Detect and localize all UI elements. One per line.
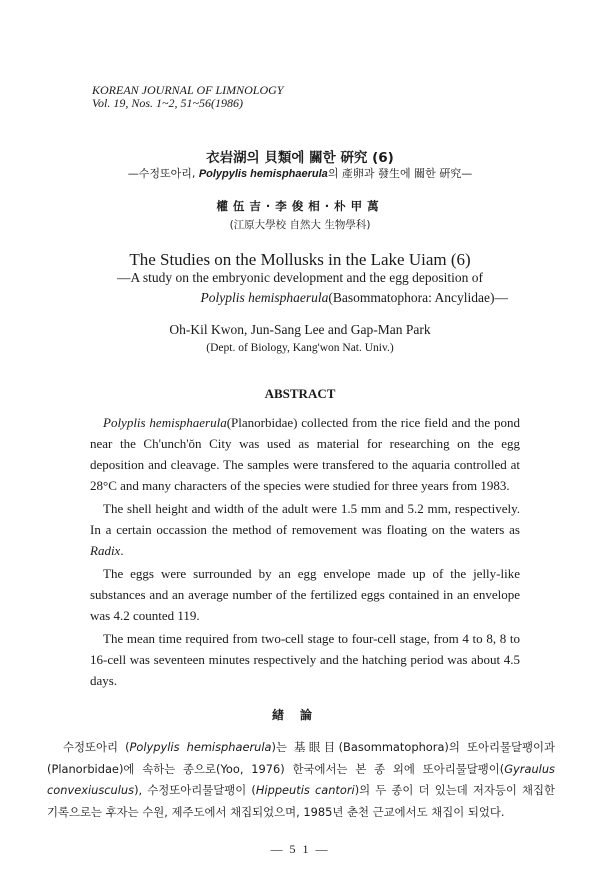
korean-subtitle: [0, 165, 600, 181]
abstract-paragraph-4: The mean time required from two-cell stage to four-cell stage, from 4 to 8, 8 to 16-cell was seventeen minutes respectively and the hatching period was about 4.5 days.: [90, 631, 520, 688]
journal-info: [92, 84, 283, 110]
intro-text-2: )는 基眼目(Basommatophora)의 또아리물달팽이과 (Planorbidae)에 속하는 종으로(Yoo, 1976) 한국에서는 본 종 외에 또아리물달팽이(: [47, 740, 555, 776]
abstract-paragraph-1-text: (Planorbidae) collected from the rice field and the pond near the Ch'unch'ŏn City was used as material for researching on the egg deposition and cleavage. The samples were transfered to the aquaria controlled at 28°C and many characters of the species were studied for three years from 1983.: [90, 415, 520, 493]
korean-subtitle-suffix: 의 產卵과 發生에 關한 硏究—: [327, 167, 473, 180]
abstract-genus: Radix: [90, 543, 121, 558]
introduction-paragraph: [47, 737, 555, 823]
page-number: — 5 1 —: [270, 842, 330, 856]
abstract-body: [90, 412, 520, 693]
english-subtitle-rest: (Basommatophora: Ancylidae)—: [328, 290, 508, 305]
introduction-heading: 緖論: [271, 708, 328, 722]
intro-species-1: Polypylis hemisphaerula: [129, 740, 272, 754]
journal-name: KOREAN JOURNAL OF LIMNOLOGY: [92, 83, 284, 97]
intro-text-1: 수정또아리 (: [63, 740, 130, 754]
korean-subtitle-prefix: —수정또아리,: [127, 167, 199, 180]
korean-authors: 權伍吉·李俊相·朴甲萬: [216, 199, 384, 213]
abstract-species: Polyplis hemisphaerula: [103, 415, 227, 430]
english-subtitle-line1: —A study on the embryonic development and the egg deposition of: [117, 270, 483, 285]
english-authors: Oh-Kil Kwon, Jun-Sang Lee and Gap-Man Park: [169, 322, 431, 337]
korean-affiliation: (江原大學校 自然大 生物學科): [229, 219, 371, 231]
intro-species-3: Hippeutis cantori: [255, 783, 355, 797]
english-subtitle-species: Polyplis hemisphaerula: [200, 290, 329, 305]
introduction-body: [47, 737, 555, 823]
abstract-heading: ABSTRACT: [264, 386, 336, 401]
abstract-paragraph-2-text: The shell height and width of the adult were 1.5 mm and 5.2 mm, respectively. In a certain occassion the method of removement was floating on the waters as: [90, 501, 520, 537]
intro-text-3: ), 수정또아리물달팽이 (: [134, 783, 256, 797]
abstract-paragraph-3: The eggs were surrounded by an egg envelope made up of the jelly-like substances and an average number of the fertilized eggs contained in an envelope was 4.2 counted 119.: [90, 566, 520, 623]
abstract-paragraph-2-end: .: [120, 543, 124, 558]
intro-species-2: Gyraulus convexiusculus: [47, 761, 555, 797]
english-title: The Studies on the Mollusks in the Lake Uiam (6): [129, 250, 471, 269]
korean-subtitle-species: Polypylis hemisphaerula: [198, 168, 328, 180]
korean-title: 衣岩湖의 貝類에 關한 硏究 (6): [206, 150, 394, 166]
intro-text-4: )의 두 종이 더 있는데 저자등이 채집한 기록으로는 후자는 수원, 제주도에서 채집되었으며, 1985년 춘천 근교에서도 채집이 되었다.: [47, 783, 555, 819]
english-subtitle-line2: [201, 290, 508, 306]
journal-volume: Vol. 19, Nos. 1~2, 51~56(1986): [92, 96, 243, 110]
abstract-paragraph-2: [90, 498, 520, 561]
abstract-paragraph-1: [90, 412, 520, 496]
english-affiliation: (Dept. of Biology, Kang'won Nat. Univ.): [206, 342, 394, 354]
